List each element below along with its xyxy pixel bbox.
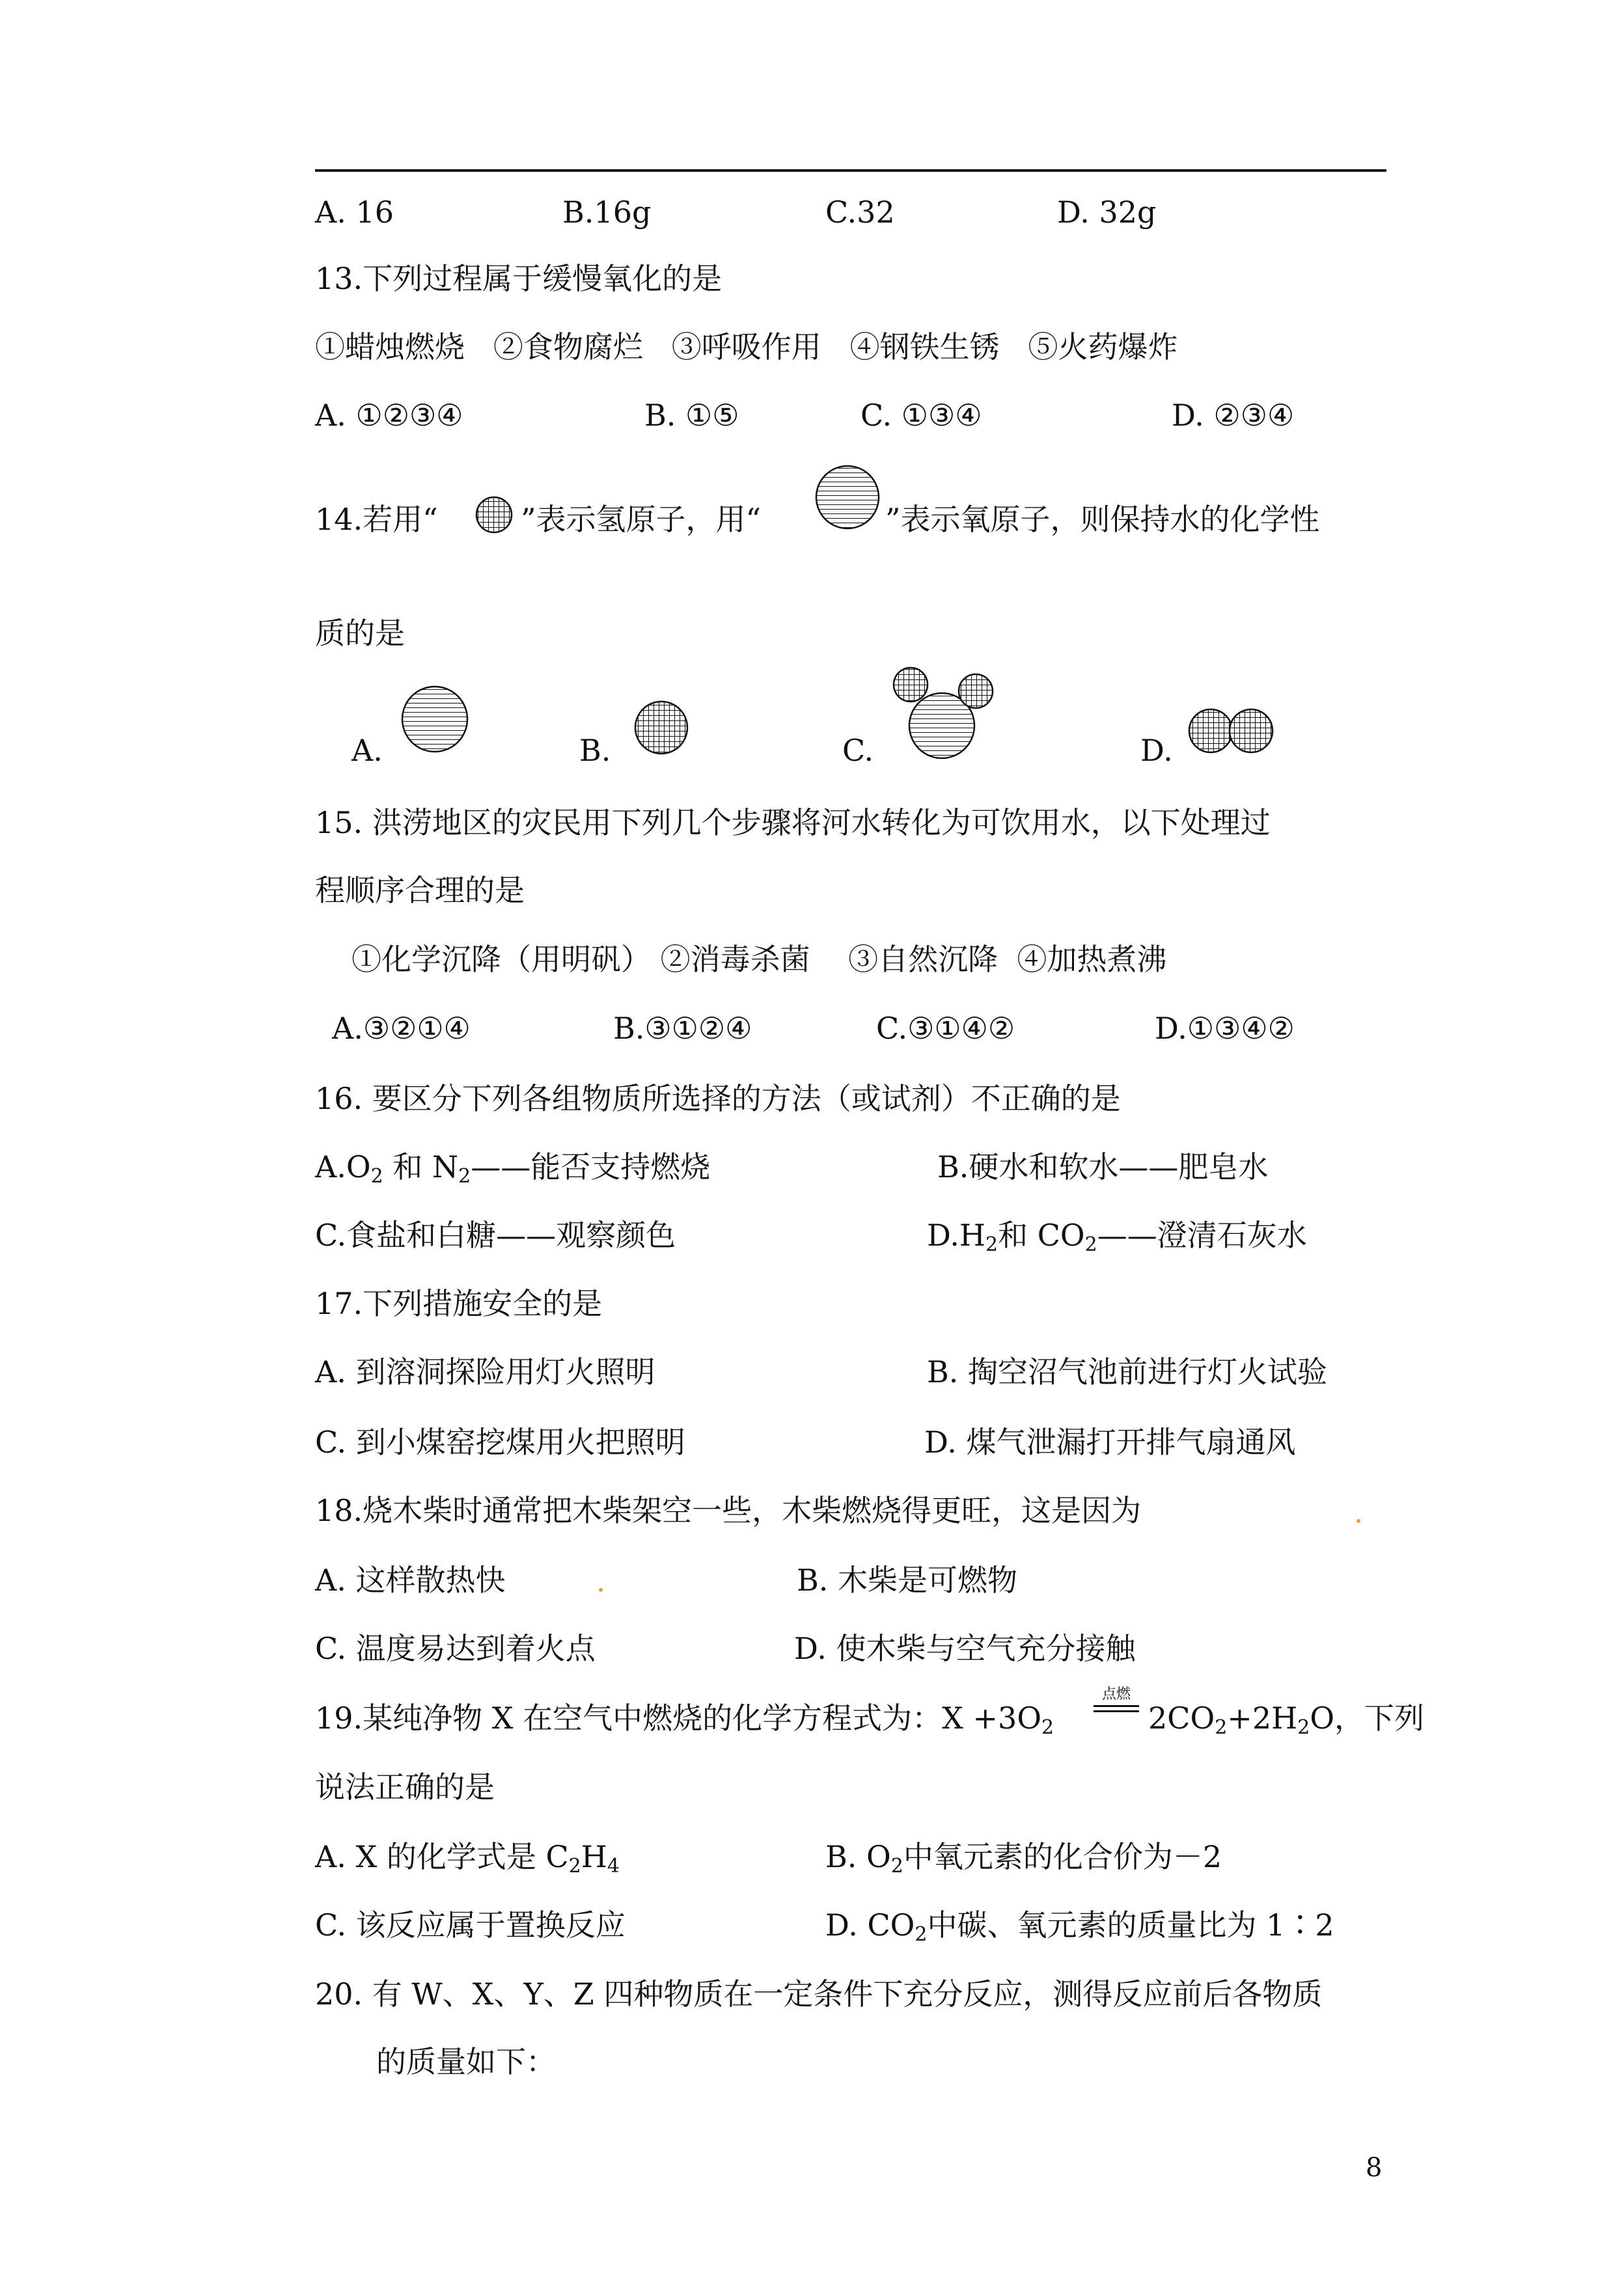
- q18-option-c: C. 温度易达到着火点: [315, 1631, 596, 1666]
- q12-option-b: B.16g: [562, 195, 652, 230]
- q14-option-b: B.: [579, 733, 611, 768]
- equals-line-bottom: [1094, 1710, 1139, 1712]
- q15-option-a: A.③②①④: [332, 1011, 471, 1046]
- q17-stem: 17.下列措施安全的是: [315, 1286, 603, 1321]
- q16-option-b: B.硬水和软水——肥皂水: [937, 1149, 1269, 1184]
- q18-option-b: B. 木柴是可燃物: [797, 1563, 1018, 1598]
- q16-option-c: C.食盐和白糖——观察颜色: [315, 1218, 676, 1253]
- q19-option-c: C. 该反应属于置换反应: [315, 1907, 626, 1943]
- q19-option-d: D. $CO_2$中碳、氧元素的质量比为 1∶2: [825, 1907, 1334, 1946]
- q16-option-d: $D.H_2$和 $CO_2——$澄清石灰水: [927, 1218, 1307, 1256]
- q17-option-b: B. 掏空沼气池前进行灯火试验: [927, 1354, 1328, 1389]
- option-a-oxygen-atom-icon: [400, 685, 471, 756]
- q19-stem-line1: 19.某纯净物 X 在空气中燃烧的化学方程式为：$X +3O_2$: [315, 1701, 1054, 1739]
- option-d-hydrogen-molecule-icon: [1187, 707, 1278, 759]
- q14-stem-part2: ”表示氢原子，用“: [521, 502, 762, 537]
- q18-option-d: D. 使木柴与空气充分接触: [794, 1631, 1136, 1666]
- q14-option-c: C.: [842, 733, 874, 768]
- q17-option-a: A. 到溶洞探险用灯火照明: [315, 1354, 655, 1389]
- q13-option-a: A. ①②③④: [315, 398, 463, 433]
- equals-line-top: [1094, 1705, 1139, 1707]
- q20-stem-line1: 20. 有 W、X、Y、Z 四种物质在一定条件下充分反应，测得反应前后各物质: [315, 1976, 1323, 2012]
- q14-option-d: D.: [1140, 733, 1173, 768]
- q14-option-a: A.: [351, 733, 383, 768]
- q14-stem-part1: 14.若用“: [315, 502, 438, 537]
- stray-mark: [599, 1588, 603, 1592]
- q16-stem: 16. 要区分下列各组物质所选择的方法（或试剂）不正确的是: [315, 1081, 1121, 1116]
- q13-stem: 13.下列过程属于缓慢氧化的是: [315, 261, 723, 296]
- q15-option-b: B.③①②④: [613, 1011, 752, 1046]
- q15-items: ①化学沉降（用明矾） ②消毒杀菌 ③自然沉降 ④加热煮沸: [351, 942, 1167, 977]
- q17-option-c: C. 到小煤窑挖煤用火把照明: [315, 1425, 685, 1460]
- q15-option-d: D.①③④②: [1155, 1011, 1295, 1046]
- q17-option-d: D. 煤气泄漏打开排气扇通风: [924, 1425, 1296, 1460]
- header-rule: [315, 169, 1386, 172]
- q19-option-a: A. X 的化学式是 $C_2H_4$: [315, 1839, 620, 1878]
- q19-option-b: B. $O_2$中氧元素的化合价为－2: [825, 1839, 1222, 1878]
- q13-option-c: C. ①③④: [860, 398, 982, 433]
- q14-stem-part4: 质的是: [315, 616, 405, 651]
- q14-stem-part3: ”表示氧原子，则保持水的化学性: [885, 502, 1320, 537]
- q12-option-c: C.32: [825, 195, 895, 230]
- q15-stem-line1: 15. 洪涝地区的灾民用下列几个步骤将河水转化为可饮用水，以下处理过: [315, 805, 1271, 840]
- hydrogen-atom-symbol-icon: [473, 496, 518, 535]
- reaction-condition-label: 点燃: [1101, 1686, 1131, 1702]
- q18-stem: 18.烧木柴时通常把木柴架空一些，木柴燃烧得更旺，这是因为: [315, 1493, 1142, 1528]
- option-b-hydrogen-atom-icon: [633, 700, 691, 758]
- option-c-water-molecule-icon: [893, 664, 1004, 761]
- q15-stem-line2: 程顺序合理的是: [315, 873, 525, 908]
- q16-option-a: $A.O_2$ 和 $N_2——$能否支持燃烧: [315, 1149, 711, 1188]
- reaction-condition: [1094, 1687, 1139, 1726]
- q13-option-d: D. ②③④: [1172, 398, 1295, 433]
- q15-option-c: C.③①④②: [876, 1011, 1015, 1046]
- q18-option-a: A. 这样散热快: [315, 1563, 506, 1598]
- q19-equation-rhs: $2CO_2+2H_2O$，下列: [1148, 1701, 1425, 1739]
- stray-mark: [1356, 1519, 1360, 1523]
- q13-option-b: B. ①⑤: [644, 398, 739, 433]
- q12-option-d: D. 32g: [1057, 195, 1157, 230]
- q13-items: ①蜡烛燃烧 ②食物腐烂 ③呼吸作用 ④钢铁生锈 ⑤火药爆炸: [315, 329, 1178, 364]
- q19-stem-line2: 说法正确的是: [315, 1770, 495, 1805]
- oxygen-atom-symbol-icon: [814, 463, 885, 535]
- q20-stem-line2: 的质量如下：: [376, 2044, 556, 2079]
- page-number: 8: [1366, 2153, 1383, 2183]
- q12-option-a: A. 16: [315, 195, 394, 230]
